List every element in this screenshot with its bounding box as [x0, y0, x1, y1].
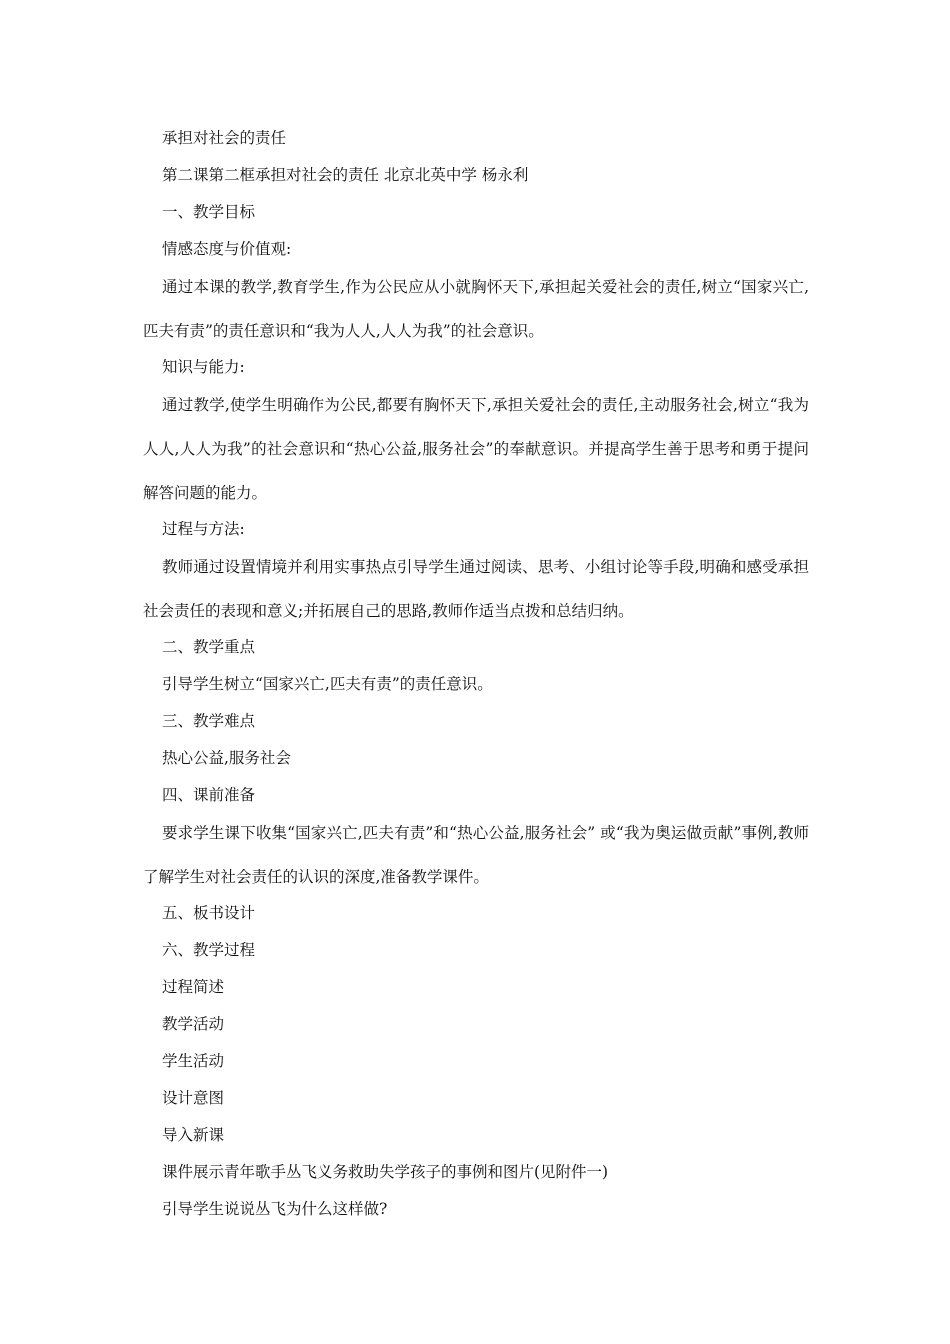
- paragraph-guiding-question: 引导学生说说丛飞为什么这样做?: [162, 1200, 388, 1218]
- list-item-design-intent: 设计意图: [162, 1089, 225, 1107]
- paragraph-attitude: 通过本课的教学,教育学生,作为公民应从小就胸怀天下,承担起关爱社会的责任,树立“国家兴亡,匹夫有责”的责任意识和“我为人人,人人为我”的社会意识。: [143, 278, 809, 340]
- list-item-process-summary: 过程简述: [162, 978, 225, 996]
- document-body: [143, 120, 809, 1228]
- section-heading-difficulty: 三、教学难点: [162, 712, 256, 730]
- list-item-teaching-activity: 教学活动: [162, 1015, 225, 1033]
- subheading-knowledge: 知识与能力:: [162, 358, 245, 376]
- section-heading-board-design: 五、板书设计: [162, 904, 256, 922]
- section-heading-preparation: 四、课前准备: [162, 786, 256, 804]
- paragraph-knowledge: 通过教学,使学生明确作为公民,都要有胸怀天下,承担关爱社会的责任,主动服务社会,树立“我为人人,人人为我”的社会意识和“热心公益,服务社会”的奉献意识。并提高学生善于思考和勇于提问解答问题的能力。: [143, 396, 809, 502]
- paragraph-key-point: 引导学生树立“国家兴亡,匹夫有责”的责任意识。: [162, 675, 493, 693]
- lesson-subtitle: 第二课第二框承担对社会的责任 北京北英中学 杨永利: [162, 166, 529, 184]
- subheading-process: 过程与方法:: [162, 520, 245, 538]
- paragraph-process: 教师通过设置情境并利用实事热点引导学生通过阅读、思考、小组讨论等手段,明确和感受承担社会责任的表现和意义;并拓展自己的思路,教师作适当点拨和总结归纳。: [143, 558, 809, 620]
- paragraph-preparation: 要求学生课下收集“国家兴亡,匹夫有责”和“热心公益,服务社会” 或“我为奥运做贡献”事例,教师了解学生对社会责任的认识的深度,准备教学课件。: [143, 824, 809, 886]
- list-item-student-activity: 学生活动: [162, 1052, 225, 1070]
- section-heading-key-point: 二、教学重点: [162, 638, 256, 656]
- subheading-attitude: 情感态度与价值观:: [162, 240, 292, 258]
- paragraph-courseware: 课件展示青年歌手丛飞义务救助失学孩子的事例和图片(见附件一): [162, 1163, 609, 1181]
- document-title: 承担对社会的责任: [162, 129, 287, 147]
- paragraph-difficulty: 热心公益,服务社会: [162, 749, 291, 767]
- list-item-introduction: 导入新课: [162, 1126, 225, 1144]
- section-heading-objectives: 一、教学目标: [162, 203, 256, 221]
- section-heading-teaching-process: 六、教学过程: [162, 941, 256, 959]
